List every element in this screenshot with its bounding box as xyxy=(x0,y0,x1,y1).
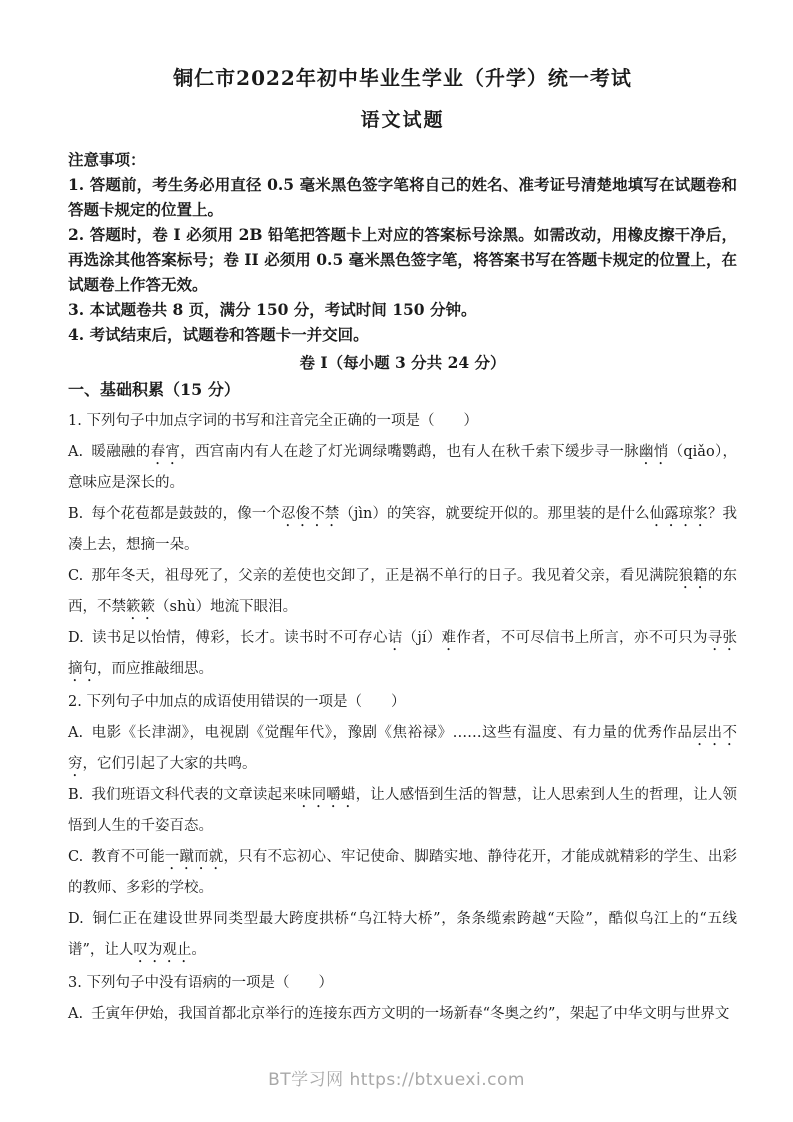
question-1-option-d xyxy=(68,623,737,685)
question-3 xyxy=(68,968,737,1030)
unit-heading: 一、基础积累（15 分） xyxy=(68,380,240,399)
option-label: C. xyxy=(68,568,84,584)
option-text: 壬寅年伊始，我国首都北京举行的连接东西方文明的一场新春“冬奥之约”，架起了中华文明与世界文 xyxy=(91,1006,730,1022)
question-1-option-a xyxy=(68,437,737,499)
question-1-option-c xyxy=(68,561,737,623)
question-2-option-d xyxy=(68,904,737,966)
notice-item-4: 4. 考试结束后，试题卷和答题卡一并交回。 xyxy=(68,325,369,344)
option-text: 那年冬天，祖母死了，父亲的差使也交卸了，正是祸不单行的日子。我见着父亲，看见满院狼籍的东西，不禁簌簌（shù）地流下眼泪。 xyxy=(68,568,738,615)
option-label: B. xyxy=(68,787,84,803)
part-heading: 卷 I（每小题 3 分共 24 分） xyxy=(299,353,506,372)
question-2-option-b xyxy=(68,780,737,842)
notice-section xyxy=(68,147,737,347)
option-text: 教育不可能一蹴而就，只有不忘初心、牢记使命、脚踏实地、静待花开，才能成就精彩的学生、出彩的教师、多彩的学校。 xyxy=(68,849,738,896)
option-text: 我们班语文科代表的文章读起来味同嚼蜡，让人感悟到生活的智慧，让人思索到人生的哲理，让人领悟到人生的千姿百态。 xyxy=(68,787,738,834)
question-2-stem: 2. 下列句子中加点的成语使用错误的一项是（ ） xyxy=(68,694,406,710)
question-3-stem: 3. 下列句子中没有语病的一项是（ ） xyxy=(68,975,333,991)
page-title: 铜仁市2022年初中毕业生学业（升学）统一考试 xyxy=(173,66,632,90)
option-text: 读书足以怡情，傅彩，长才。读书时不可存心诘（jí）难作者，不可尽信书上所言，亦不可只为寻张摘句，而应推敲细思。 xyxy=(68,630,738,677)
option-label: C. xyxy=(68,849,84,865)
option-text: 暖融融的春宵，西宫南内有人在趁了灯光调绿嘴鹦鹉，也有人在秋千索下缓步寻一脉幽悄（qiǎo），意味应是深长的。 xyxy=(68,444,738,491)
question-1-stem: 1. 下列句子中加点字词的书写和注音完全正确的一项是（ ） xyxy=(68,413,478,429)
question-2 xyxy=(68,687,737,966)
notice-label: 注意事项： xyxy=(68,150,146,169)
watermark-footer: BT学习网 https://btxuexi.com xyxy=(268,1070,525,1090)
option-label: A. xyxy=(68,1006,84,1022)
question-2-option-a xyxy=(68,718,737,780)
notice-item-3: 3. 本试题卷共 8 页，满分 150 分，考试时间 150 分钟。 xyxy=(68,300,477,319)
question-2-option-c xyxy=(68,842,737,904)
option-label: A. xyxy=(68,444,84,460)
option-label: A. xyxy=(68,725,84,741)
option-text: 铜仁正在建设世界同类型最大跨度拱桥“乌江特大桥”，条条缆索跨越“天险”，酷似乌江上的“五线谱”，让人叹为观止。 xyxy=(68,911,737,958)
question-3-option-a xyxy=(68,999,737,1030)
page-subtitle: 语文试题 xyxy=(360,109,445,131)
question-1-option-b xyxy=(68,499,737,561)
option-label: D. xyxy=(68,911,84,927)
option-label: B. xyxy=(68,506,84,522)
question-1 xyxy=(68,406,737,685)
option-text: 每个花苞都是鼓鼓的，像一个忍俊不禁（jìn）的笑容，就要绽开似的。那里装的是什么仙露琼浆？我凑上去，想摘一朵。 xyxy=(68,506,738,553)
notice-item-2: 2. 答题时，卷 I 必须用 2B 铅笔把答题卡上对应的答案标号涂黑。如需改动，用橡皮擦干净后，再选涂其他答案标号；卷 II 必须用 0.5 毫米黑色签字笔，将答案书写在答题卡规定的位置上，在试题卷上作答无效。 xyxy=(68,225,737,294)
option-label: D. xyxy=(68,630,84,646)
option-text: 电影《长津湖》，电视剧《觉醒年代》，豫剧《焦裕禄》……这些有温度、有力量的优秀作品层出不穷，它们引起了大家的共鸣。 xyxy=(68,725,738,772)
notice-item-1: 1. 答题前，考生务必用直径 0.5 毫米黑色签字笔将自己的姓名、准考证号清楚地填写在试题卷和答题卡规定的位置上。 xyxy=(68,175,737,219)
